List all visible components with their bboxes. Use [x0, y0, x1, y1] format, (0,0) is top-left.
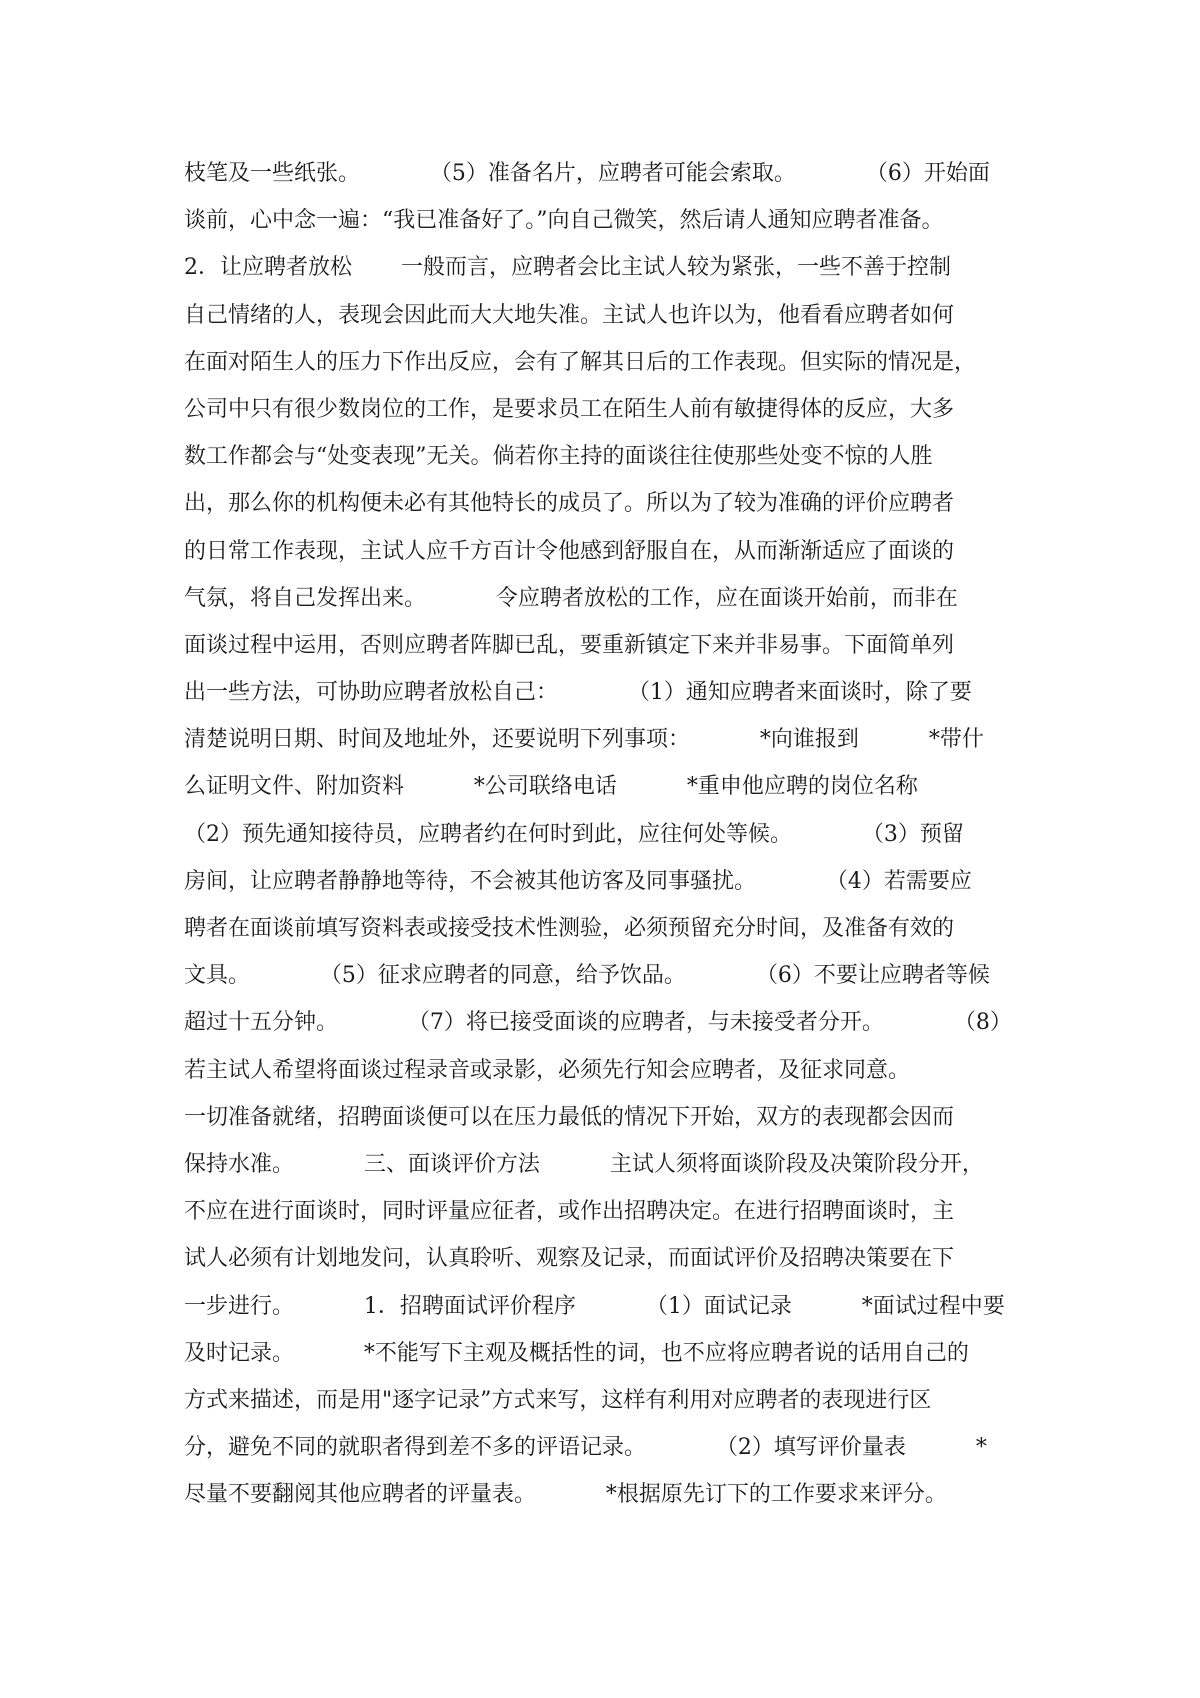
text-line: （2）预先通知接待员，应聘者约在何时到此，应往何处等候。 （3）预留: [184, 821, 964, 847]
text-line: 文具。 （5）征求应聘者的同意，给予饮品。 （6）不要让应聘者等候: [184, 963, 990, 989]
text-line: 出一些方法，可协助应聘者放松自己： （1）通知应聘者来面谈时，除了要: [184, 680, 972, 706]
text-line: 聘者在面谈前填写资料表或接受技术性测验，必须预留充分时间，及准备有效的: [184, 916, 955, 941]
text-line: 枝笔及一些纸张。 （5）准备名片，应聘者可能会索取。 （6）开始面: [184, 161, 990, 186]
text-line: 2．让应聘者放松 一般而言，应聘者会比主试人较为紧张，一些不善于控制: [184, 255, 951, 281]
text-line: 清楚说明日期、时间及地址外，还要说明下列事项： *向谁报到 *带什: [184, 727, 984, 753]
text-line: 谈前，心中念一遍：“我已准备好了。”向自己微笑，然后请人通知应聘者准备。: [184, 208, 944, 234]
text-line: 公司中只有很少数岗位的工作，是要求员工在陌生人前有敏捷得体的反应，大多: [184, 396, 955, 422]
text-line: 一步进行。 1．招聘面试评价程序 （1）面试记录 *面试过程中要: [184, 1293, 1005, 1319]
text-line: 保持水准。 三、面谈评价方法 主试人须将面谈阶段及决策阶段分开，: [184, 1151, 984, 1177]
text-line: 面谈过程中运用，否则应聘者阵脚已乱，要重新镇定下来并非易事。下面简单列: [184, 632, 955, 658]
text-line: 气氛，将自己发挥出来。 令应聘者放松的工作，应在面谈开始前，而非在: [184, 585, 958, 611]
text-line: 么证明文件、附加资料 *公司联络电话 *重申他应聘的岗位名称: [184, 774, 918, 800]
text-line: 数工作都会与“处变表现”无关。倘若你主持的面谈往往使那些处变不惊的人胜: [184, 444, 933, 470]
text-line: 若主试人希望将面谈过程录音或录影，必须先行知会应聘者，及征求同意。: [184, 1057, 911, 1083]
text-line: 分，避免不同的就职者得到差不多的评语记录。 （2）填写评价量表 *: [184, 1435, 987, 1461]
text-line: 及时记录。 *不能写下主观及概括性的词，也不应将应聘者说的话用自己的: [184, 1340, 969, 1366]
text-line: 在面对陌生人的压力下作出反应，会有了解其日后的工作表现。但实际的情况是，: [184, 349, 977, 375]
text-line: 尽量不要翻阅其他应聘者的评量表。 *根据原先订下的工作要求来评分。: [184, 1482, 947, 1508]
text-line: 房间，让应聘者静静地等待，不会被其他访客及同事骚扰。 （4）若需要应: [184, 868, 972, 894]
text-line: 不应在进行面谈时，同时评量应征者，或作出招聘决定。在进行招聘面谈时，主: [184, 1199, 955, 1225]
text-line: 出，那么你的机构便未必有其他特长的成员了。所以为了较为准确的评价应聘者: [184, 491, 955, 517]
text-line: 的日常工作表现，主试人应千方百计令他感到舒服自在，从而渐渐适应了面谈的: [184, 538, 955, 564]
body-text: [184, 150, 1024, 1518]
text-line: 方式来描述，而是用"逐字记录”方式来写，这样有利用对应聘者的表现进行区: [184, 1387, 932, 1413]
text-line: 一切准备就绪，招聘面谈便可以在压力最低的情况下开始，双方的表现都会因而: [184, 1104, 955, 1130]
text-line: 试人必须有计划地发问，认真聆听、观察及记录，而面试评价及招聘决策要在下: [184, 1246, 955, 1272]
text-line: 自己情绪的人，表现会因此而大大地失准。主试人也许以为，他看看应聘者如何: [184, 302, 955, 328]
text-line: 超过十五分钟。 （7）将已接受面谈的应聘者，与未接受者分开。 （8）: [184, 1010, 1012, 1036]
